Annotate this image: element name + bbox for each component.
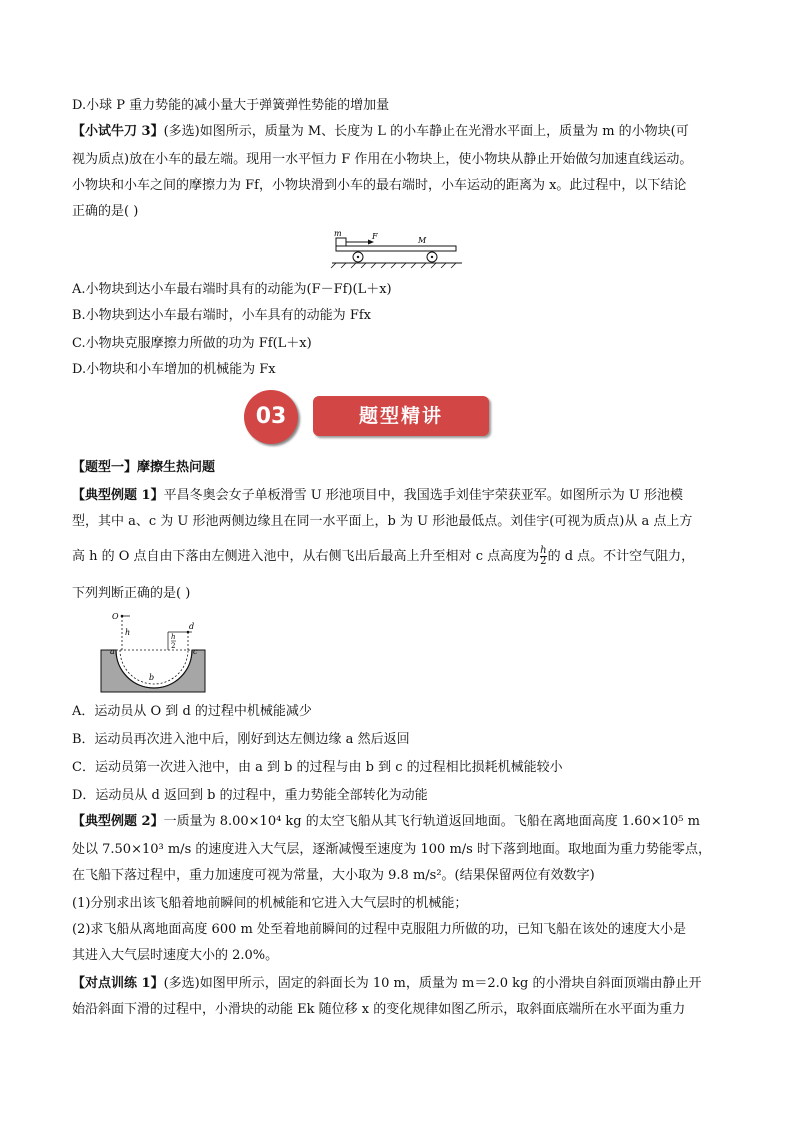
example-line: 型，其中 a、c 为 U 形池两侧边缘且在同一水平面上，b 为 U 形池最低点。刘佳宇(可视为质点)从 a 点上方 (72, 514, 693, 529)
question-line: 正确的是( ) (72, 204, 139, 219)
training-text: (多选)如图甲所示，固定的斜面长为 10 m，质量为 m＝2.0 kg 的小滑块自斜面顶端由静止开 (163, 976, 702, 991)
example2-line: 其进入大气层时速度大小的 2.0%。 (72, 948, 279, 963)
option-a: A.小物块到达小车最右端时具有的动能为(F－Ff)(L＋x) (72, 282, 392, 297)
option-c: C.小物块克服摩擦力所做的功为 Ff(L＋x) (72, 336, 312, 351)
label-d: d (189, 622, 195, 631)
u-pool-figure (100, 610, 206, 694)
training-line (72, 974, 701, 994)
option-b: B.小物块到达小车最右端时，小车具有的动能为 Ffx (72, 308, 371, 323)
example-line: 下列判断正确的是( ) (72, 586, 191, 601)
label-mass: M (418, 236, 427, 245)
fraction-den: 2 (540, 556, 547, 567)
question-line (72, 122, 689, 142)
question-line: 视为质点)放在小车的最左端。现用一水平恒力 F 作用在小物块上，使小物块从静止开始做匀加速直线运动。 (72, 152, 693, 167)
fraction-num: h (540, 545, 547, 556)
section-title-banner: 题型精讲 (313, 396, 489, 436)
label-f: F (372, 232, 378, 241)
question-text: (多选)如图所示，质量为 M、长度为 L 的小车静止在光滑水平面上，质量为 m 的小物块(可 (163, 124, 689, 139)
label-c: c (193, 647, 198, 656)
example-text: 平昌冬奥会女子单板滑雪 U 形池项目中，我国选手刘佳宇荣获亚军。如图所示为 U 形池模 (163, 488, 684, 503)
section-number-badge: 03 (244, 390, 298, 444)
example-text: 的 d 点。不计空气阻力， (547, 549, 695, 564)
option-d: D.小物块和小车增加的机械能为 Fx (72, 362, 276, 377)
example-option-a: A．运动员从 O 到 d 的过程中机械能减少 (72, 704, 312, 719)
question-tag: 【小试牛刀 3】 (72, 124, 164, 139)
example-line (72, 546, 694, 567)
question-line: 小物块和小车之间的摩擦力为 Ff，小物块滑到小车的最右端时，小车运动的距离为 x。此过程中，以下结论 (72, 178, 687, 193)
example2-line: (2)求飞船从离地面高度 600 m 处至着地前瞬间的过程中克服阻力所做的功，已知飞船在该处的速度大小是 (72, 922, 686, 937)
example2-line (72, 812, 700, 832)
example2-line: (1)分别求出该飞船着地前瞬间的机械能和它进入大气层时的机械能； (72, 896, 468, 911)
example-option-b: B．运动员再次进入池中后，刚好到达左侧边缘 a 然后返回 (72, 732, 410, 747)
example2-text: 一质量为 8.00×10⁴ kg 的太空飞船从其飞行轨道返回地面。飞船在离地面高度 1.60×10⁵ m (163, 814, 700, 829)
example2-tag: 【典型例题 2】 (72, 814, 164, 829)
example-option-d: D．运动员从 d 返回到 b 的过程中，重力势能全部转化为动能 (72, 788, 428, 803)
example2-line: 在飞船下落过程中，重力加速度可视为常量，大小取为 9.8 m/s²。(结果保留两位有效数字) (72, 868, 595, 883)
type-heading: 【题型一】摩擦生热问题 (72, 460, 216, 475)
label-b: b (149, 673, 155, 682)
training-line: 始沿斜面下滑的过程中，小滑块的动能 Ek 随位移 x 的变化规律如图乙所示，取斜面底端所在水平面为重力 (72, 1002, 686, 1017)
label-h: h (125, 628, 131, 637)
label-h2-num: h (171, 633, 176, 641)
label-m: m (334, 229, 342, 238)
example-tag: 【典型例题 1】 (72, 488, 164, 503)
option-d-prev: D.小球 P 重力势能的减小量大于弹簧弹性势能的增加量 (72, 98, 390, 113)
training-tag: 【对点训练 1】 (72, 976, 164, 991)
label-o: O (112, 612, 119, 621)
label-h2-den: 2 (171, 642, 176, 650)
label-a: a (110, 647, 115, 656)
cart-figure (328, 228, 466, 270)
example2-line: 处以 7.50×10³ m/s 的速度进入大气层，逐渐减慢至速度为 100 m/s 时下落到地面。取地面为重力势能零点， (72, 842, 711, 857)
example-line (72, 486, 683, 506)
example-option-c: C．运动员第一次进入池中，由 a 到 b 的过程与由 b 到 c 的过程相比损耗机械能较小 (72, 760, 563, 775)
example-text: 高 h 的 O 点自由下落由左侧进入池中，从右侧飞出后最高上升至相对 c 点高度为 (72, 549, 540, 564)
fraction-h-over-2 (540, 546, 546, 567)
